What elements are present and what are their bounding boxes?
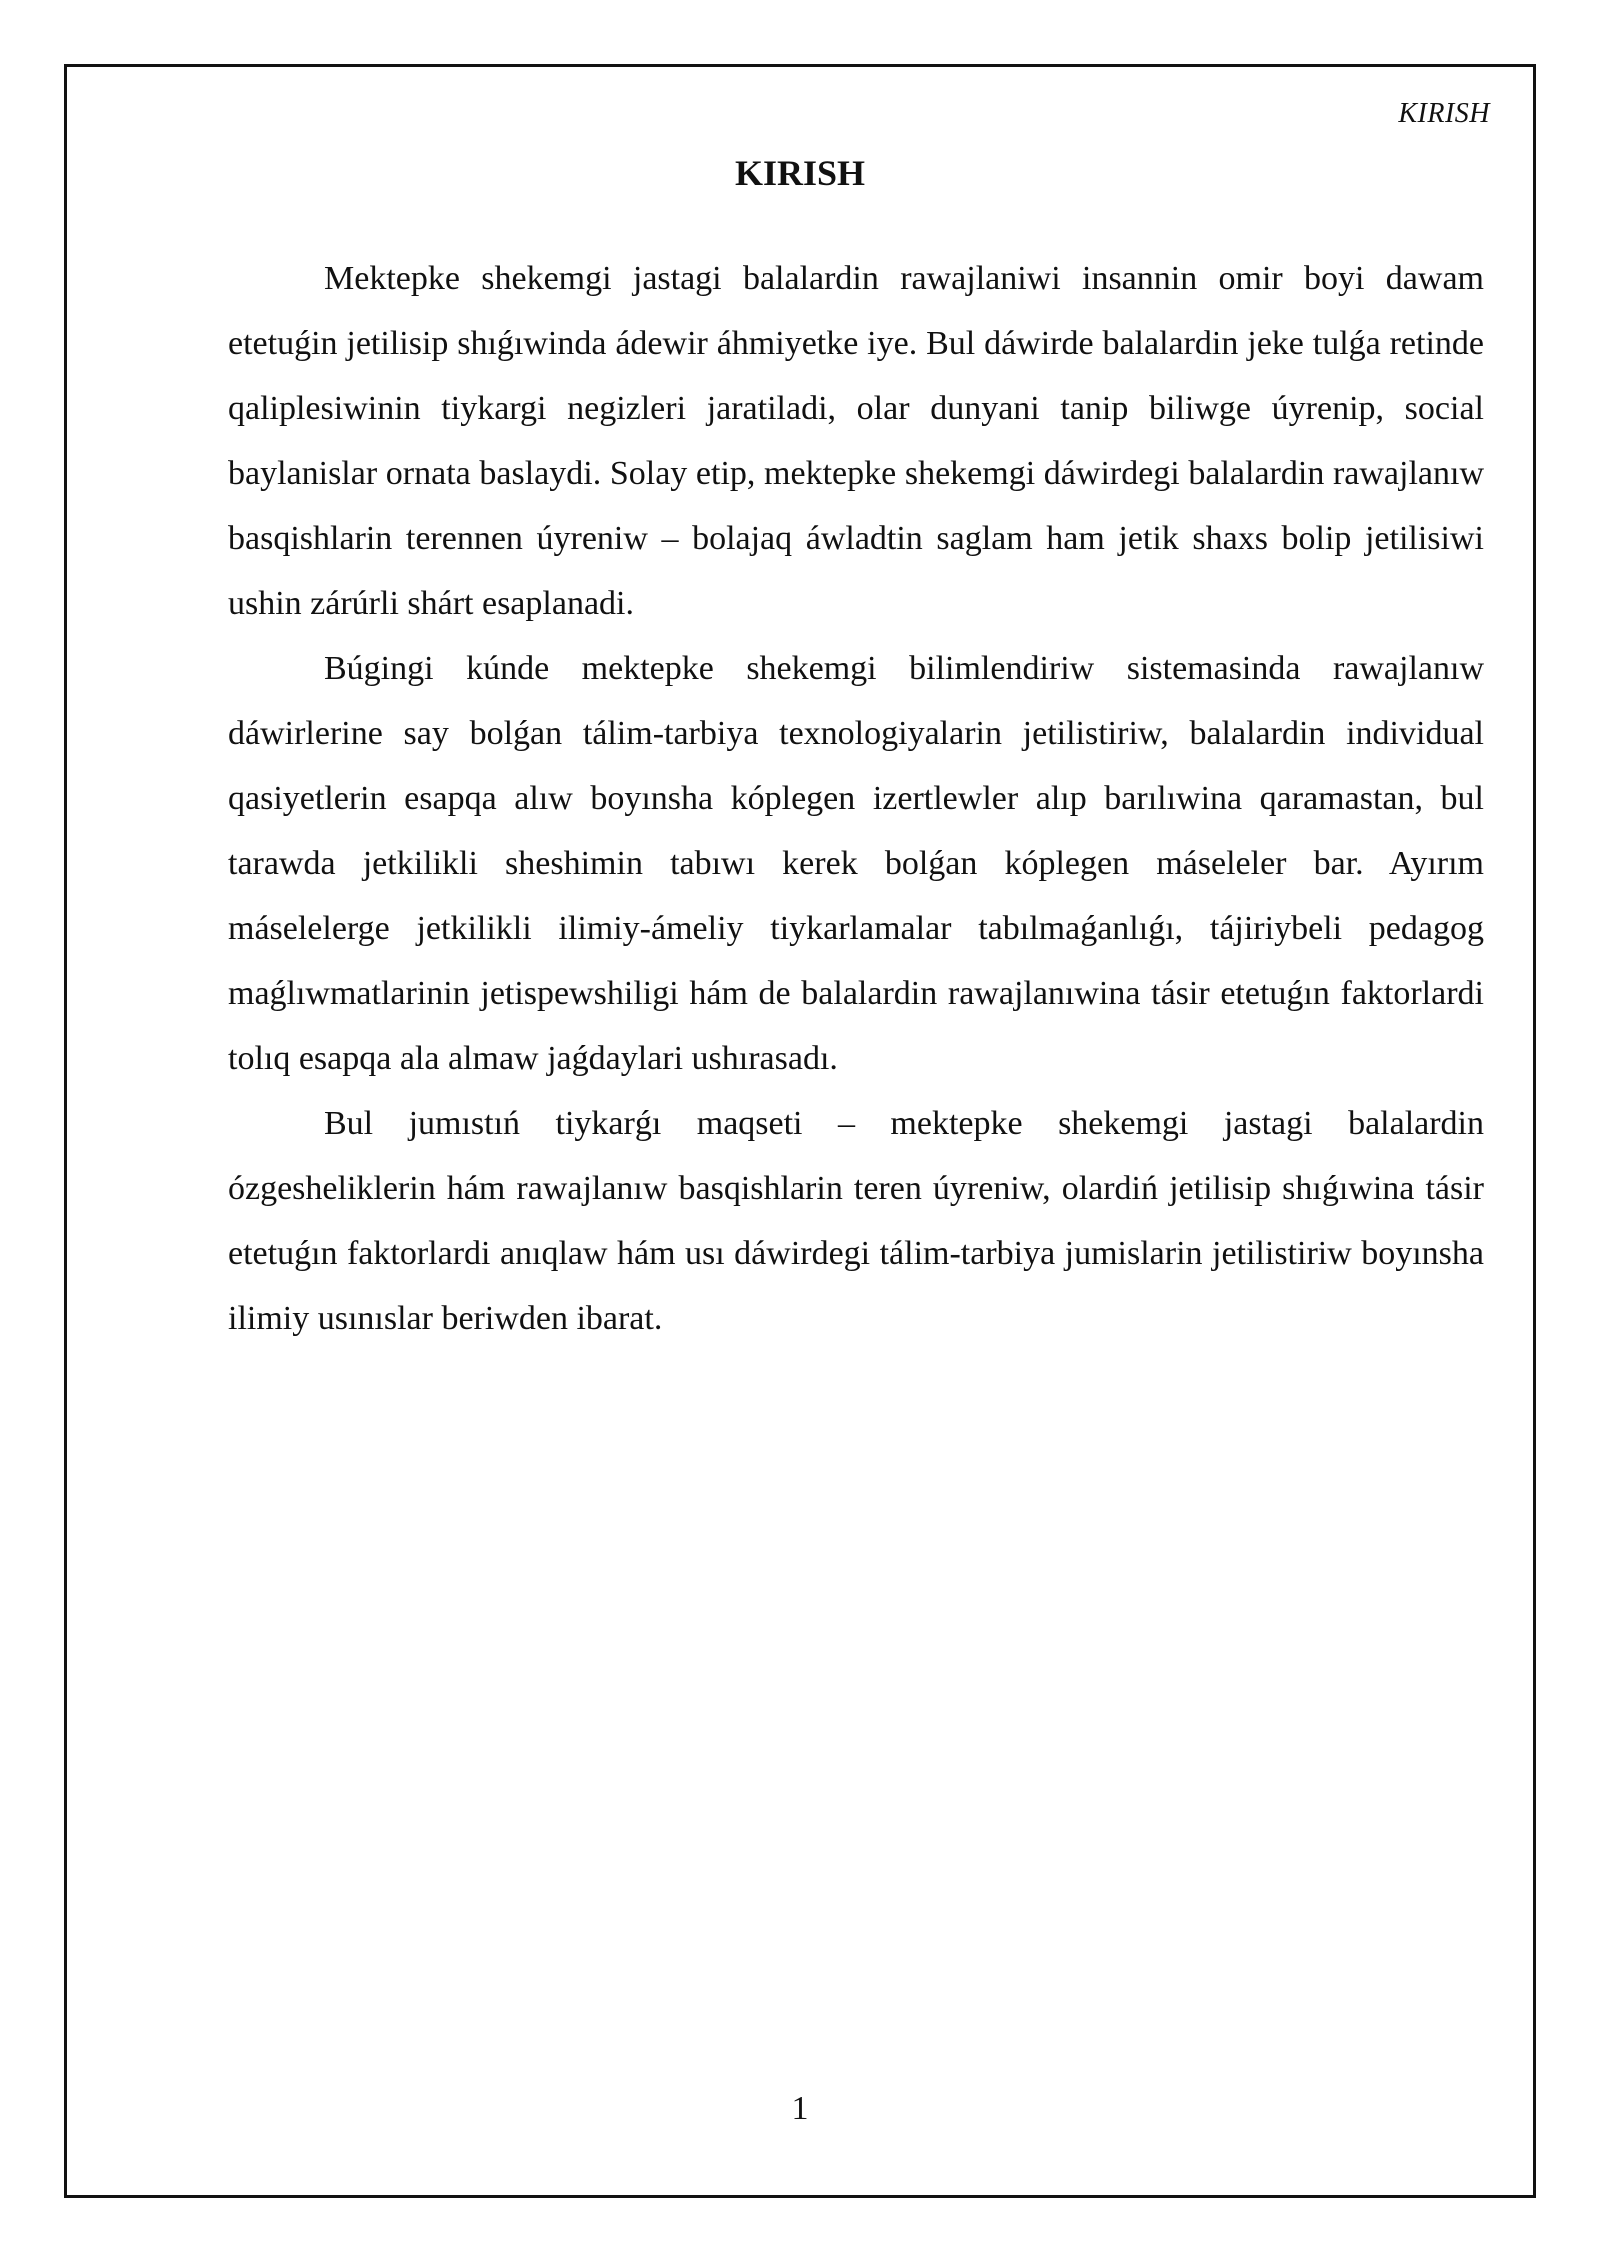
paragraph-2: Búgingi kúnde mektepke shekemgi bilimlendiriw sistemasinda rawajlanıw dáwirlerine say bolǵan tálim-tarbiya texnologiyalarin jetilistiriw, balalardin individual qasiyetlerin esapqa alıw boyınsha kóplegen izertlewler alıp barılıwina qaramastan, bul tarawda jetkilikli sheshimin tabıwı kerek bolǵan kóplegen máseleler bar. Ayırım máselelerge jetkilikli ilimiy-ámeliy tiykarlamalar tabılmaǵanlıǵı, tájiriybeli pedagog maǵlıwmatlarinin jetispewshiligi hám de balalardin rawajlanıwina tásir etetuǵın faktorlardi tolıq esapqa ala almaw jaǵdaylari ushırasadı.: [228, 650, 1484, 1077]
paragraph-3: Bul jumıstıń tiykarǵı maqseti – mektepke shekemgi jastagi balalardin ózgesheliklerin hám rawajlanıw basqishlarin teren úyreniw, olardiń jetilisip shıǵıwina tásir etetuǵın faktorlardi anıqlaw hám usı dáwirdegi tálim-tarbiya jumislarin jetilistiriw boyınsha ilimiy usınıslar beriwden ibarat.: [228, 1105, 1484, 1337]
page-title: KIRISH: [734, 153, 866, 193]
paragraph-1: Mektepke shekemgi jastagi balalardin rawajlaniwi insannin omir boyi dawam etetuǵin jetilisip shıǵıwinda ádewir áhmiyetke iye. Bul dáwirde balalardin jeke tulǵa retinde qaliplesiwinin tiykargi negizleri jaratiladi, olar dunyani tanip biliwge úyrenip, social baylanislar ornata baslaydi. Solay etip, mektepke shekemgi dáwirdegi balalardin rawajlanıw basqishlarin terennen úyreniw – bolajaq áwladtin saglam ham jetik shaxs bolip jetilisiwi ushin zárúrli shárt esaplanadi.: [228, 260, 1484, 622]
document-body: [228, 246, 1484, 1351]
running-header: KIRISH: [1398, 98, 1490, 129]
page-number: 1: [791, 2090, 809, 2127]
